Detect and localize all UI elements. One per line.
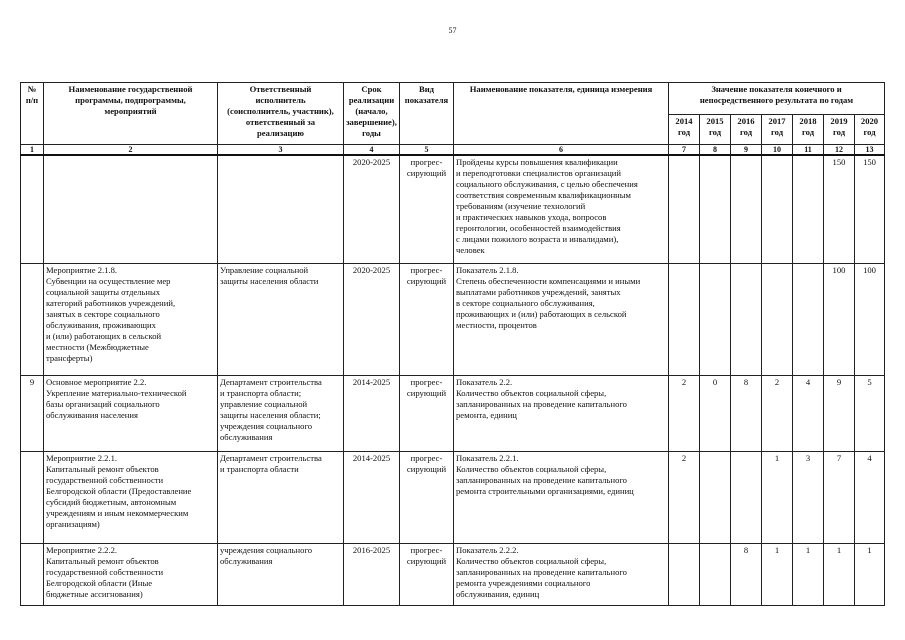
- column-number: 4: [344, 145, 400, 156]
- header-year: 2016 год: [731, 115, 762, 145]
- row-num: [21, 263, 44, 375]
- header-responsible: Ответственный исполнитель (соисполнитель, участник), ответственный за реализацию: [218, 83, 344, 145]
- row-term: 2020-2025: [344, 263, 400, 375]
- row-num: [21, 155, 44, 263]
- row-value: [700, 263, 731, 375]
- row-value: 100: [855, 263, 885, 375]
- row-value: 2: [669, 375, 700, 451]
- header-name: Наименование государственной программы, подпрограммы, мероприятий: [44, 83, 218, 145]
- row-type: прогрес- сирующий: [400, 155, 454, 263]
- row-value: 1: [793, 543, 824, 605]
- column-number: 3: [218, 145, 344, 156]
- row-term: 2016-2025: [344, 543, 400, 605]
- row-num: 9: [21, 375, 44, 451]
- column-number: 13: [855, 145, 885, 156]
- row-value: 2: [669, 451, 700, 543]
- header-type: Вид показателя: [400, 83, 454, 145]
- row-value: 150: [855, 155, 885, 263]
- table-row: [21, 155, 885, 263]
- row-name: Основное мероприятие 2.2. Укрепление материально-технической базы организаций социального обслуживания населения: [44, 375, 218, 451]
- header-indicator: Наименование показателя, единица измерения: [454, 83, 669, 145]
- table-row: [21, 375, 885, 451]
- row-value: 7: [824, 451, 855, 543]
- row-name: Мероприятие 2.1.8. Субвенции на осуществление мер социальной защиты отдельных категорий работников учреждений, занятых в секторе социального обслуживания, проживающих и (или) работающих в сельской местности (Межбюджетные трансферты): [44, 263, 218, 375]
- column-number: 7: [669, 145, 700, 156]
- row-value: [731, 155, 762, 263]
- row-value: [700, 451, 731, 543]
- column-number-row: [21, 145, 885, 156]
- row-value: 3: [793, 451, 824, 543]
- row-responsible: [218, 155, 344, 263]
- row-indicator: Показатель 2.2. Количество объектов социальной сферы, запланированных на проведение капитального ремонта, единиц: [454, 375, 669, 451]
- row-value: 8: [731, 543, 762, 605]
- row-value: 2: [762, 375, 793, 451]
- row-indicator: Пройдены курсы повышения квалификации и переподготовки специалистов организаций социального обслуживания, с целью обеспечения соответствия современным квалификационным требованиям (изучение технологий и практических навыков ухода, вопросов геронтологии, особенностей взаимодействия с лицами пожилого возраста и инвалидами), человек: [454, 155, 669, 263]
- row-responsible: Департамент строительства и транспорта области: [218, 451, 344, 543]
- header-year: 2017 год: [762, 115, 793, 145]
- row-value: [669, 543, 700, 605]
- program-indicators-table: [20, 82, 885, 606]
- row-type: прогрес- сирующий: [400, 263, 454, 375]
- row-value: 1: [762, 451, 793, 543]
- header-year: 2015 год: [700, 115, 731, 145]
- row-value: 9: [824, 375, 855, 451]
- row-name: [44, 155, 218, 263]
- row-value: [793, 155, 824, 263]
- row-value: 4: [793, 375, 824, 451]
- row-num: [21, 543, 44, 605]
- row-value: 1: [824, 543, 855, 605]
- table-row: [21, 451, 885, 543]
- header-term: Срок реализации (начало, завершение), годы: [344, 83, 400, 145]
- column-number: 2: [44, 145, 218, 156]
- column-number: 9: [731, 145, 762, 156]
- row-value: [669, 263, 700, 375]
- row-type: прогрес- сирующий: [400, 375, 454, 451]
- header-values-group: Значение показателя конечного и непосредственного результата по годам: [669, 83, 885, 115]
- column-number: 8: [700, 145, 731, 156]
- row-value: 150: [824, 155, 855, 263]
- row-value: [669, 155, 700, 263]
- header-year: 2020 год: [855, 115, 885, 145]
- row-value: [762, 155, 793, 263]
- row-value: 4: [855, 451, 885, 543]
- column-number: 12: [824, 145, 855, 156]
- row-term: 2014-2025: [344, 375, 400, 451]
- row-name: Мероприятие 2.2.1. Капитальный ремонт объектов государственной собственности Белгородской области (Предоставление субсидий бюджетным, автономным учреждениям и иным некоммерческим организациям): [44, 451, 218, 543]
- row-num: [21, 451, 44, 543]
- header-year: 2014 год: [669, 115, 700, 145]
- column-number: 1: [21, 145, 44, 156]
- row-value: 8: [731, 375, 762, 451]
- row-term: 2020-2025: [344, 155, 400, 263]
- row-value: [700, 155, 731, 263]
- row-value: 1: [762, 543, 793, 605]
- row-responsible: Управление социальной защиты населения области: [218, 263, 344, 375]
- column-number: 6: [454, 145, 669, 156]
- row-term: 2014-2025: [344, 451, 400, 543]
- column-number: 10: [762, 145, 793, 156]
- page-number: 57: [448, 26, 457, 35]
- row-value: 1: [855, 543, 885, 605]
- row-value: 0: [700, 375, 731, 451]
- row-value: 100: [824, 263, 855, 375]
- row-type: прогрес- сирующий: [400, 543, 454, 605]
- row-value: [731, 263, 762, 375]
- column-number: 5: [400, 145, 454, 156]
- table-row: [21, 543, 885, 605]
- header-num: № п/п: [21, 83, 44, 145]
- column-number: 11: [793, 145, 824, 156]
- row-indicator: Показатель 2.2.2. Количество объектов социальной сферы, запланированных на проведение капитального ремонта учреждениями социального обслуживания, единиц: [454, 543, 669, 605]
- row-value: [793, 263, 824, 375]
- row-indicator: Показатель 2.2.1. Количество объектов социальной сферы, запланированных на проведение капитального ремонта строительными организациями, единиц: [454, 451, 669, 543]
- row-value: [762, 263, 793, 375]
- table-row: [21, 263, 885, 375]
- row-name: Мероприятие 2.2.2. Капитальный ремонт объектов государственной собственности Белгородской области (Иные бюджетные ассигнования): [44, 543, 218, 605]
- row-value: 5: [855, 375, 885, 451]
- row-responsible: Департамент строительства и транспорта области; управление социальной защиты населения области; учреждения социального обслуживания: [218, 375, 344, 451]
- row-indicator: Показатель 2.1.8. Степень обеспеченности компенсациями и иными выплатами работников учреждений, занятых в секторе социального обслуживания, проживающих и (или) работающих в сельской местности, процентов: [454, 263, 669, 375]
- header-year: 2018 год: [793, 115, 824, 145]
- row-responsible: учреждения социального обслуживания: [218, 543, 344, 605]
- row-value: [700, 543, 731, 605]
- row-type: прогрес- сирующий: [400, 451, 454, 543]
- row-value: [731, 451, 762, 543]
- header-year: 2019 год: [824, 115, 855, 145]
